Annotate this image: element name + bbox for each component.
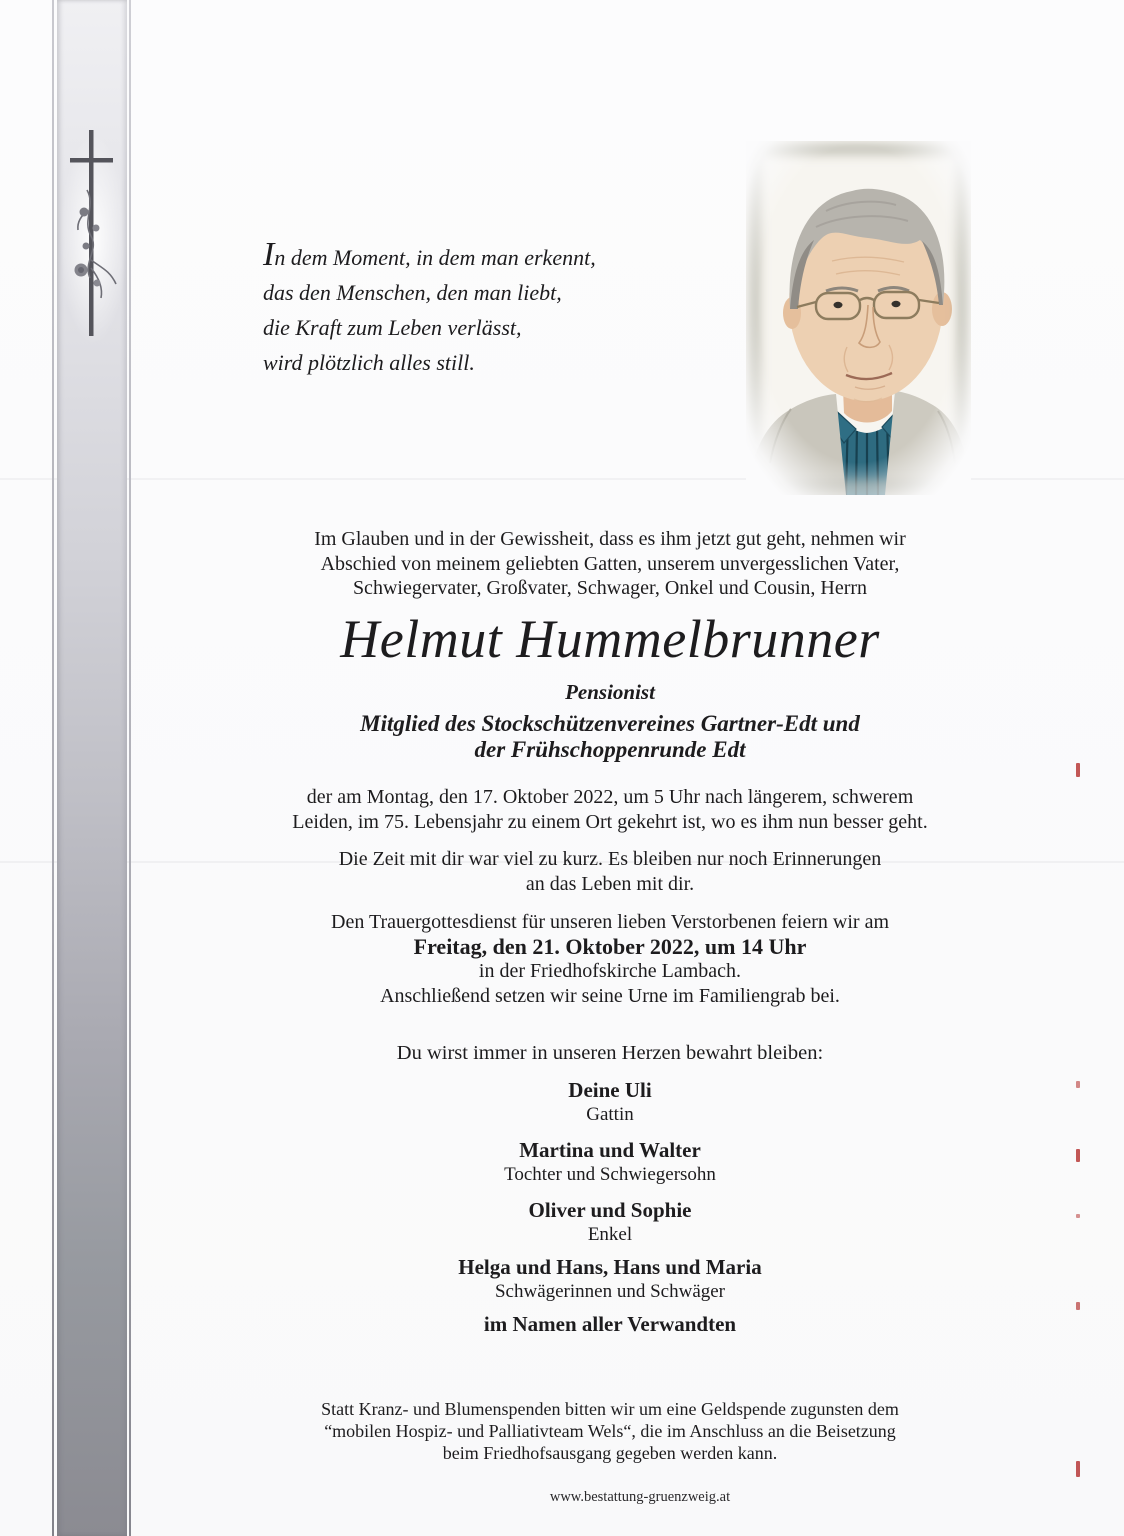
remembrance-line: an das Leben mit dir. xyxy=(525,873,695,895)
mourner-names: Deine Uli xyxy=(568,1078,652,1102)
service-urn-note: Anschließend setzen wir seine Urne im Familiengrab bei. xyxy=(380,984,840,1007)
mourner-entry xyxy=(140,1138,1080,1187)
scan-artifact xyxy=(1076,763,1080,777)
poem-line: die Kraft zum Leben verlässt, xyxy=(263,315,522,340)
scan-artifact xyxy=(1076,1461,1080,1477)
announcement-line: Abschied von meinem geliebten Gatten, unserem unvergesslichen Vater, xyxy=(320,552,900,575)
deceased-memberships xyxy=(140,711,1080,763)
passing-line: der am Montag, den 17. Oktober 2022, um 5 Uhr nach längerem, schwerem xyxy=(306,786,914,808)
passing-line: Leiden, im 75. Lebensjahr zu einem Ort gekehrt ist, wo es ihm nun besser geht. xyxy=(292,811,928,833)
scan-artifact xyxy=(1076,1214,1080,1218)
scan-artifact xyxy=(1076,1302,1080,1310)
cross-with-flowers-icon xyxy=(57,118,127,353)
announcement xyxy=(140,527,1080,601)
service-intro: Den Trauergottesdienst für unseren lieben Verstorbenen feiern wir am xyxy=(331,911,889,933)
passing-details xyxy=(140,785,1080,835)
service-location: in der Friedhofskirche Lambach. xyxy=(478,960,742,983)
announcement-line: Schwiegervater, Großvater, Schwager, Onkel und Cousin, Herrn xyxy=(352,577,868,600)
donation-line: Statt Kranz- und Blumenspenden bitten wir um eine Geldspende zugunsten dem xyxy=(321,1399,899,1419)
donation-line: beim Friedhofsausgang gegeben werden kann. xyxy=(442,1443,778,1463)
mourner-names: Helga und Hans, Hans und Maria xyxy=(458,1255,762,1279)
portrait-photo xyxy=(746,141,971,495)
mourner-entry xyxy=(140,1078,1080,1127)
membership-line: der Frühschoppenrunde Edt xyxy=(474,737,746,762)
announcement-line: Im Glauben und in der Gewissheit, dass es ihm jetzt gut geht, nehmen wir xyxy=(314,528,906,550)
poem-line: das den Menschen, den man liebt, xyxy=(263,280,562,305)
funeral-home-website: www.bestattung-gruenzweig.at xyxy=(549,1489,731,1505)
mourner-names: Oliver und Sophie xyxy=(528,1198,692,1222)
farewell-closing: im Namen aller Verwandten xyxy=(483,1312,737,1336)
mourner-relation: Tochter und Schwiegersohn xyxy=(504,1164,716,1185)
mourner-relation: Schwägerinnen und Schwäger xyxy=(494,1281,726,1302)
donation-note xyxy=(140,1398,1080,1464)
farewell-intro: Du wirst immer in unseren Herzen bewahrt bleiben: xyxy=(396,1042,824,1064)
poem xyxy=(263,236,693,380)
poem-line: In dem Moment, in dem man erkennt, xyxy=(263,236,596,273)
service-datetime: Freitag, den 21. Oktober 2022, um 14 Uhr xyxy=(413,933,807,959)
donation-line: “mobilen Hospiz- und Palliativteam Wels“, die im Anschluss an die Beisetzung xyxy=(324,1421,896,1441)
band-border-right xyxy=(129,0,131,1536)
mourner-names: Martina und Walter xyxy=(519,1138,701,1162)
mourner-entry xyxy=(140,1255,1080,1304)
scan-artifact xyxy=(1076,1149,1080,1162)
poem-line: wird plötzlich alles still. xyxy=(263,350,475,375)
funeral-service xyxy=(140,910,1080,1008)
sidebar-band xyxy=(57,0,127,1536)
remembrance xyxy=(140,847,1080,897)
mourner-relation: Enkel xyxy=(587,1224,633,1245)
remembrance-line: Die Zeit mit dir war viel zu kurz. Es bleiben nur noch Erinnerungen xyxy=(338,848,882,870)
mourner-entry xyxy=(140,1198,1080,1247)
deceased-name: Helmut Hummelbrunner xyxy=(340,609,880,669)
scan-artifact xyxy=(1076,1081,1080,1088)
mourner-relation: Gattin xyxy=(586,1104,634,1125)
deceased-occupation: Pensionist xyxy=(565,680,655,704)
membership-line: Mitglied des Stockschützenvereines Gartner-Edt und xyxy=(360,711,860,736)
